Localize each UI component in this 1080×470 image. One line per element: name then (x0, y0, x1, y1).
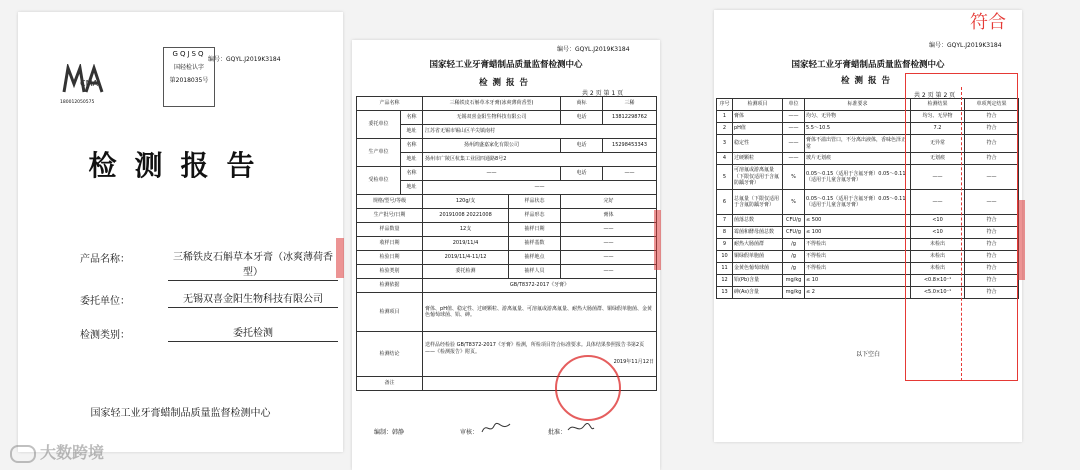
cell: <10 (911, 215, 965, 227)
cell: 抽样基数 (509, 237, 561, 251)
seal-line: GQJSQ (172, 50, 206, 58)
cell: 13 (717, 287, 733, 299)
cover-row-value: 无锡双喜金阳生物科技有限公司 (168, 292, 338, 308)
cell: /g (783, 239, 805, 251)
cell: 江苏省无锡市锡山区羊尖镇南村 (423, 125, 657, 139)
cell: 抽样人员 (509, 265, 561, 279)
cell: 符合 (965, 153, 1019, 165)
column-header: 标准要求 (805, 99, 911, 111)
cover-page (18, 12, 343, 452)
table-row (357, 279, 657, 293)
cell: <0.8×10⁻¹ (911, 275, 965, 287)
page-indicator: 共 2 页 第 2 页 (914, 92, 956, 99)
cell: —— (561, 251, 657, 265)
cell: 2 (717, 123, 733, 135)
cell: 13812298762 (603, 111, 657, 125)
cell: —— (911, 190, 965, 215)
cell: mg/kg (783, 275, 805, 287)
cell: 4 (717, 153, 733, 165)
cell: 委托检测 (423, 265, 509, 279)
cell: 符合 (965, 263, 1019, 275)
cover-row (80, 250, 333, 278)
cell: 5.5～10.5 (805, 123, 911, 135)
cell: 产品名称 (357, 97, 423, 111)
cell: mg/kg (783, 287, 805, 299)
cell: 符合 (965, 239, 1019, 251)
doc-number: 编号：GQYL.J2019K3184 (208, 56, 281, 63)
cover-org: 国家轻工业牙膏蜡制品质量监督检测中心 (90, 408, 271, 419)
approver-signature: 批准： (548, 429, 567, 436)
cell: —— (965, 190, 1019, 215)
cell: 符合 (965, 135, 1019, 153)
side-seal-mark (336, 238, 344, 278)
cell: 收样日期 (357, 237, 423, 251)
cell: 6 (717, 190, 733, 215)
cell: 未检出 (911, 263, 965, 275)
cell: 15298453343 (603, 139, 657, 153)
cell: 扬州鸿盛嘉家化有限公司 (423, 139, 561, 153)
cell: 不得检出 (805, 263, 911, 275)
cell: —— (783, 111, 805, 123)
cell: CFU/g (783, 227, 805, 239)
cell: 三稀铁皮石斛草本牙膏(冰爽薄荷香型) (423, 97, 561, 111)
cell: 备注 (357, 377, 423, 391)
cell: —— (965, 165, 1019, 190)
cell: 未检出 (911, 239, 965, 251)
cell (423, 332, 657, 377)
cell: 受检单位 (357, 167, 401, 195)
cell: 地址 (401, 181, 423, 195)
cover-row-value: 三稀铁皮石斛草本牙膏（冰爽薄荷香型） (168, 250, 338, 281)
cell: —— (603, 167, 657, 181)
cma-logo-icon (60, 64, 108, 96)
report-title: 检测报告 (478, 78, 533, 88)
cell: % (783, 165, 805, 190)
cell: /g (783, 251, 805, 263)
cover-row (80, 326, 273, 341)
report-table (356, 96, 657, 391)
cell: GB/T8372-2017《牙膏》 (423, 279, 657, 293)
doc-number: 编号：GQYL.J2019K3184 (557, 46, 630, 53)
cell: <10 (911, 227, 965, 239)
cell: 符合 (965, 111, 1019, 123)
cell: 样品数量 (357, 223, 423, 237)
handwritten-signature-icon (566, 420, 596, 436)
handwritten-signature-icon (480, 420, 512, 436)
cell: pH值 (733, 123, 783, 135)
cell: 不得检出 (805, 239, 911, 251)
cell: 20191008 20221008 (423, 209, 509, 223)
cell: 稳定性 (733, 135, 783, 153)
cell: <5.0×10⁻¹ (911, 287, 965, 299)
reviewer-signature: 审核： (460, 429, 479, 436)
cell: 0.05～0.15（适用于含氟牙膏）0.05～0.11（适用于儿童含氟牙膏） (805, 165, 911, 190)
cell: 菌落总数 (733, 215, 783, 227)
cell: 检验日期 (357, 251, 423, 265)
table-row (357, 209, 657, 223)
cell: —— (423, 181, 657, 195)
cell: 铜绿假单胞菌 (733, 251, 783, 263)
cell: ≤ 10 (805, 275, 911, 287)
cover-row-label: 委托单位： (80, 296, 130, 307)
conclusion-text: 送样品经检验 GB/T8372-2017《牙膏》检测，所检项目符合标准要求。具体结果参照报告书第2页——《检测报告》附页。 (425, 342, 645, 355)
table-row (357, 265, 657, 279)
cover-row-label: 产品名称： (80, 254, 130, 265)
cell: 符合 (965, 275, 1019, 287)
cell: 12支 (423, 223, 509, 237)
table-row (357, 111, 657, 125)
cell: 地址 (401, 153, 423, 167)
column-header: 检测结果 (911, 99, 965, 111)
table-row (357, 237, 657, 251)
cell: 电话 (561, 139, 603, 153)
cell (423, 377, 657, 391)
cell: 过硬颗粒 (733, 153, 783, 165)
cell: 检测依据 (357, 279, 423, 293)
cell: 电话 (561, 111, 603, 125)
accreditation-seal (163, 47, 215, 107)
table-row (357, 97, 657, 111)
side-seal-mark (1018, 200, 1025, 280)
cell: 铅(Pb)含量 (733, 275, 783, 287)
cell: 规格/型号/等级 (357, 195, 423, 209)
cell: 符合 (965, 123, 1019, 135)
cell: ≤ 500 (805, 215, 911, 227)
cell: 7 (717, 215, 733, 227)
cell: 生产单位 (357, 139, 401, 167)
cell: 检验类别 (357, 265, 423, 279)
cell: 膏体 (561, 209, 657, 223)
cover-row (80, 292, 323, 307)
cell: 完好 (561, 195, 657, 209)
column-header: 序号 (717, 99, 733, 111)
cell: 抽样日期 (509, 223, 561, 237)
cell: —— (911, 165, 965, 190)
column-header: 单位 (783, 99, 805, 111)
cell: 均匀、无异物 (805, 111, 911, 123)
table-row (357, 293, 657, 332)
column-header: 单项判定结果 (965, 99, 1019, 111)
cell: 8 (717, 227, 733, 239)
cover-title: 检测报告 (88, 149, 273, 182)
cell: 抽样地点 (509, 251, 561, 265)
cell: 2019/11/4-11/12 (423, 251, 509, 265)
cell: 膏体、pH值、稳定性、过硬颗粒、游离氟量、可溶氟或游离氟量、耐热大肠菌群、铜绿假单胞菌、金黄色葡萄球菌、铅、砷。 (423, 293, 657, 332)
cell: 电话 (561, 167, 603, 181)
watermark (10, 440, 104, 463)
cell: 2019/11/4 (423, 237, 509, 251)
cell: —— (783, 135, 805, 153)
report-title: 检测报告 (840, 76, 895, 86)
cover-row-label: 检测类别： (80, 330, 130, 341)
cell: 扬州市广陵区杭集工业园四通路8号2 (423, 153, 657, 167)
cell: 11 (717, 263, 733, 275)
cell: 符合 (965, 251, 1019, 263)
blank-below-note: 以下空白 (855, 351, 880, 358)
cell: 名称 (401, 111, 423, 125)
cell: ≤ 100 (805, 227, 911, 239)
cell: 金黄色葡萄球菌 (733, 263, 783, 275)
cell: 符合 (965, 227, 1019, 239)
cell: 地址 (401, 125, 423, 139)
cell: 膏体不溢出管口，不分离出液体，香味色泽正常 (805, 135, 911, 153)
doc-number: 编号：GQYL.J2019K3184 (929, 42, 1002, 49)
cell: 膏体 (733, 111, 783, 123)
cell: 无锡双喜金阳生物科技有限公司 (423, 111, 561, 125)
cell: 7.2 (911, 123, 965, 135)
conclusion-date: 2019年11月12日 (613, 359, 655, 366)
annotation-label: 符合 (970, 12, 1006, 33)
cell: 9 (717, 239, 733, 251)
report-org: 国家轻工业牙膏蜡制品质量监督检测中心 (791, 60, 945, 70)
cell: 无异常 (911, 135, 965, 153)
cma-logo-label: CMA (80, 79, 98, 88)
cell: 砷(As)含量 (733, 287, 783, 299)
cell: 名称 (401, 167, 423, 181)
side-seal-mark (654, 210, 661, 270)
cell: 10 (717, 251, 733, 263)
cma-number: 180012050575 (60, 100, 95, 105)
cover-row-value: 委托检测 (168, 326, 338, 342)
page-indicator: 共 2 页 第 1 页 (582, 90, 624, 97)
cell: 样品形态 (509, 209, 561, 223)
table-row (357, 167, 657, 181)
cell: % (783, 190, 805, 215)
cell: 1 (717, 111, 733, 123)
cell: 符合 (965, 287, 1019, 299)
cell: —— (561, 265, 657, 279)
cell: 生产批号/日期 (357, 209, 423, 223)
cell: 耐热大肠菌群 (733, 239, 783, 251)
cell: —— (783, 153, 805, 165)
cell: 名称 (401, 139, 423, 153)
cell: 均匀、无异物 (911, 111, 965, 123)
cell: 检测结论 (357, 332, 423, 377)
cell: 120g/支 (423, 195, 509, 209)
cell: 玻片无划痕 (805, 153, 911, 165)
table-row (357, 153, 657, 167)
cell: 委托单位 (357, 111, 401, 139)
red-stamp (555, 355, 621, 421)
cell: ≤ 2 (805, 287, 911, 299)
cell: —— (423, 167, 561, 181)
seal-line: 国轻检认字 (173, 64, 204, 71)
cell: 0.05～0.15（适用于含氟牙膏）0.05～0.11（适用于儿童含氟牙膏） (805, 190, 911, 215)
watermark-text: 大数跨境 (40, 443, 105, 462)
report-org: 国家轻工业牙膏蜡制品质量监督检测中心 (429, 60, 583, 70)
table-row (357, 223, 657, 237)
cell: 可溶氟或游离氟量（下限仅适用于含氟防龋牙膏） (733, 165, 783, 190)
cell: 三稀 (603, 97, 657, 111)
cell: —— (783, 123, 805, 135)
table-row (357, 125, 657, 139)
table-row (357, 139, 657, 153)
cell: /g (783, 263, 805, 275)
cell: 符合 (965, 215, 1019, 227)
table-row (357, 251, 657, 265)
cell: 3 (717, 135, 733, 153)
highlight-divider (961, 87, 962, 381)
cell: —— (561, 237, 657, 251)
cell: 总氟量（下限仅适用于含氟防龋牙膏） (733, 190, 783, 215)
cell: CFU/g (783, 215, 805, 227)
table-row (357, 181, 657, 195)
cell: 不得检出 (805, 251, 911, 263)
seal-line: 第2018035号 (169, 77, 209, 84)
cell: 12 (717, 275, 733, 287)
watermark-logo-icon (10, 445, 36, 463)
cell: 无划痕 (911, 153, 965, 165)
cell: 霉菌和酵母菌总数 (733, 227, 783, 239)
cell: 样品状态 (509, 195, 561, 209)
cell: 商标 (561, 97, 603, 111)
cell: —— (561, 223, 657, 237)
cell: 5 (717, 165, 733, 190)
cell: 检测项目 (357, 293, 423, 332)
column-header: 检测项目 (733, 99, 783, 111)
table-row (357, 195, 657, 209)
editor-signature: 编制：韩静 (374, 429, 405, 436)
cell: 未检出 (911, 251, 965, 263)
